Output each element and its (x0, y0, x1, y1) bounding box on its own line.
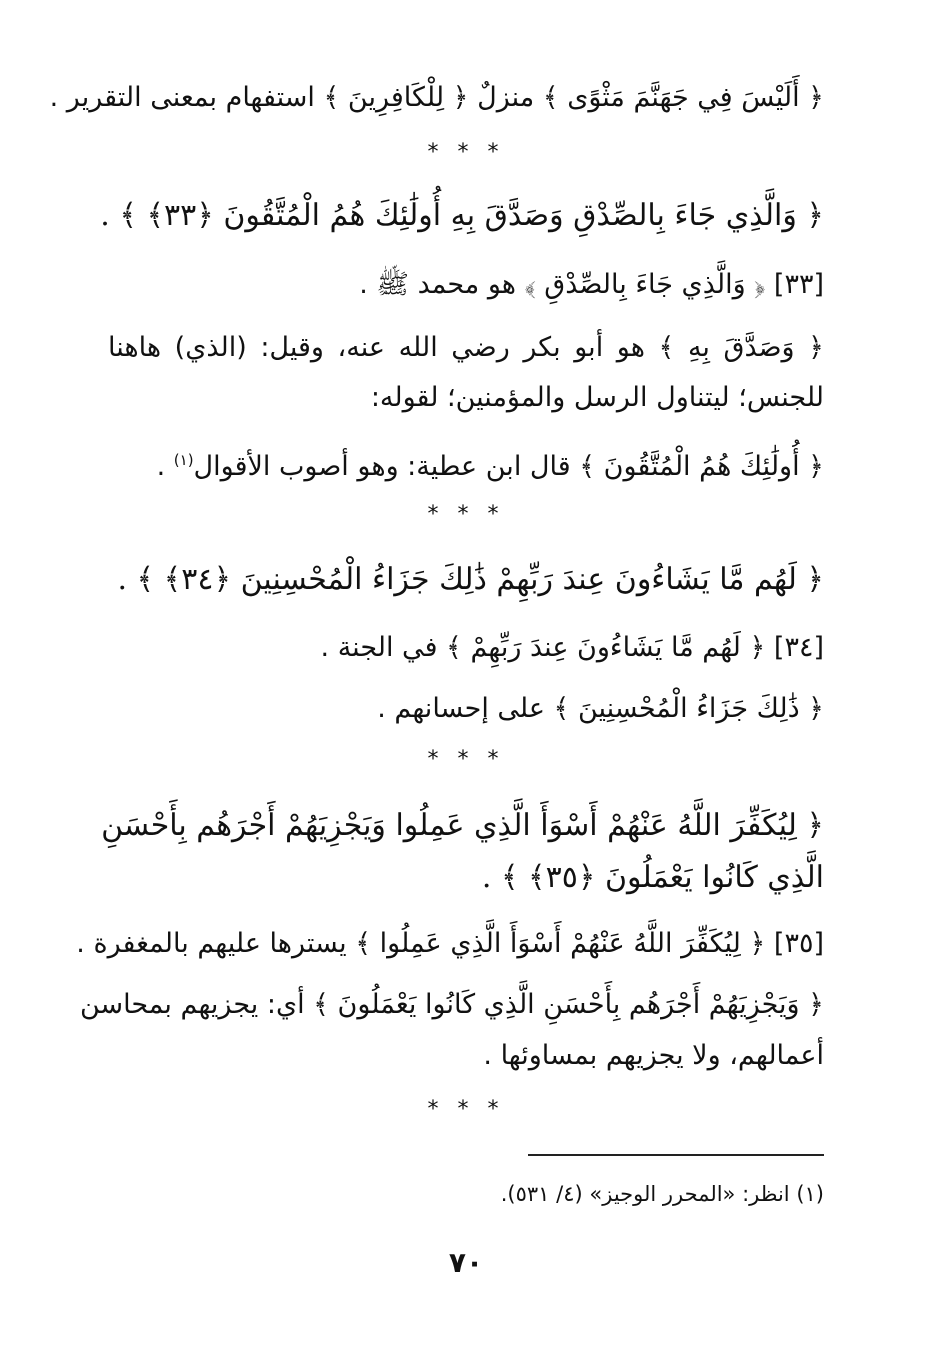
section-separator-2: * * * (427, 502, 505, 527)
commentary-33-a: [٣٣] ﴿ وَالَّذِي جَاءَ بِالصِّدْقِ ﴾ هو محمد ﷺ . (359, 269, 824, 300)
quran-verse-33: ﴿ وَالَّذِي جَاءَ بِالصِّدْقِ وَصَدَّقَ بِهِ أُولَٰئِكَ هُمُ الْمُتَّقُونَ ﴿٣٣﴾ ﴾ . (100, 198, 824, 233)
quran-verse-35-a: ﴿ لِيُكَفِّرَ اللَّهُ عَنْهُمْ أَسْوَأَ الَّذِي عَمِلُوا وَيَجْزِيَهُمْ أَجْرَهُم بِأَحْسَنِ (101, 808, 824, 843)
commentary-33-d (108, 440, 824, 487)
section-separator-4: * * * (427, 1097, 505, 1122)
commentary-33-d-text: ﴿ أُولَٰئِكَ هُمُ الْمُتَّقُونَ ﴾ قال ابن عطية: وهو أصوب الأقوال (193, 451, 824, 482)
quran-verse-34: ﴿ لَهُم مَّا يَشَاءُونَ عِندَ رَبِّهِمْ ذَٰلِكَ جَزَاءُ الْمُحْسِنِينَ ﴿٣٤﴾ ﴾ . (117, 562, 824, 597)
footnote: (١) انظر: «المحرر الوجيز» (٤/ ٥٣١). (500, 1182, 824, 1206)
sentence-end: . (156, 451, 174, 482)
commentary-35-a: [٣٥] ﴿ لِيُكَفِّرَ اللَّهُ عَنْهُمْ أَسْوَأَ الَّذِي عَمِلُوا ﴾ يسترها عليهم بالمغفرة . (76, 928, 824, 959)
footnote-divider (528, 1154, 824, 1156)
section-separator-3: * * * (427, 747, 505, 772)
commentary-35-b: ﴿ وَيَجْزِيَهُمْ أَجْرَهُم بِأَحْسَنِ الَّذِي كَانُوا يَعْمَلُونَ ﴾ أي: يجزيهم بمحاسن (79, 989, 824, 1020)
section-separator-1: * * * (427, 140, 505, 165)
commentary-34-b: ﴿ ذَٰلِكَ جَزَاءُ الْمُحْسِنِينَ ﴾ على إحسانهم . (377, 693, 824, 724)
commentary-33-c: للجنس؛ ليتناول الرسل والمؤمنين؛ لقوله: (370, 382, 824, 413)
footnote-reference: (١) (173, 451, 194, 469)
book-page (49, 0, 824, 1368)
commentary-34-a: [٣٤] ﴿ لَهُم مَّا يَشَاءُونَ عِندَ رَبِّهِمْ ﴾ في الجنة . (320, 632, 824, 663)
quran-verse-35-b: الَّذِي كَانُوا يَعْمَلُونَ ﴿٣٥﴾ ﴾ . (481, 860, 824, 895)
commentary-33-b: ﴿ وَصَدَّقَ بِهِ ﴾ هو أبو بكر رضي الله عنه، وقيل: (الذي) هاهنا (108, 332, 824, 363)
commentary-35-c: أعمالهم، ولا يجزيهم بمساوئها . (483, 1040, 824, 1071)
page-number: ٧٠ (448, 1246, 484, 1279)
paragraph-1: ﴿ أَلَيْسَ فِي جَهَنَّمَ مَثْوًى ﴾ منزلٌ ﴿ لِلْكَافِرِينَ ﴾ استفهام بمعنى التقرير . (49, 82, 824, 113)
